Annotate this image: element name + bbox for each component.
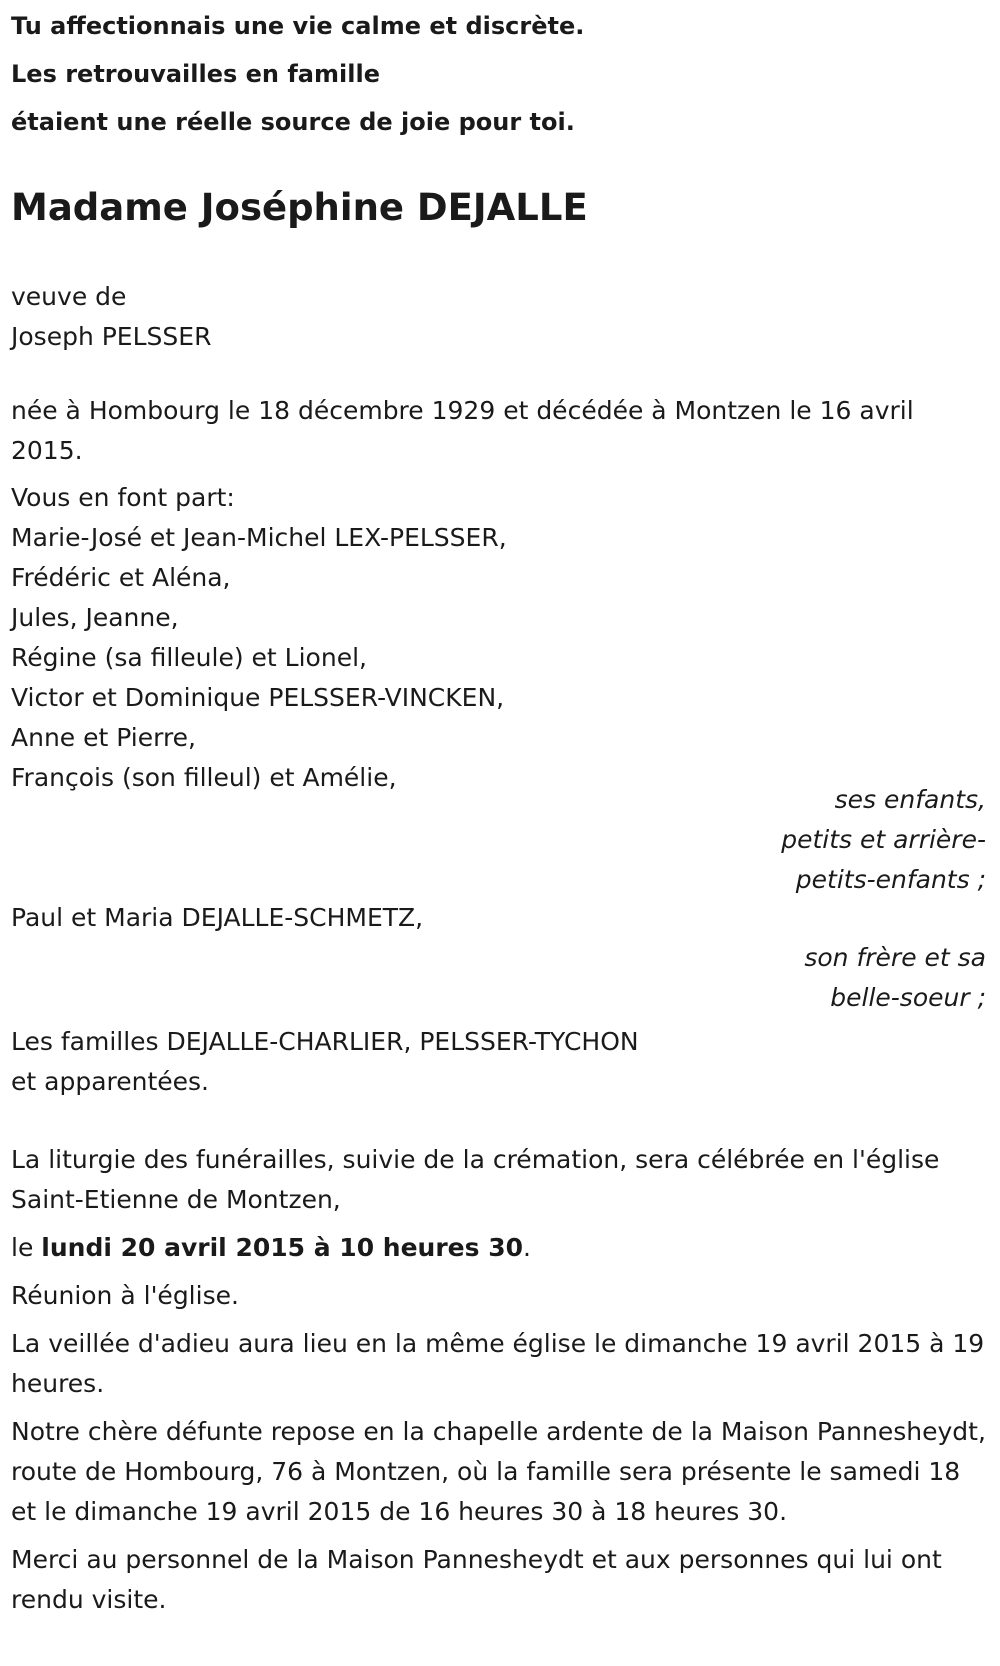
announcer-line: François (son filleul) et Amélie,: [11, 763, 397, 792]
thanks-text: Merci au personnel de la Maison Pannesheydt et aux personnes qui lui ont rendu visite.: [11, 1545, 942, 1614]
children-relation-note: ses enfants, petits et arrière-petits-enfants ;: [781, 785, 986, 894]
announcer-line: Frédéric et Aléna,: [11, 563, 231, 592]
sibling-line: Paul et Maria DEJALLE-SCHMETZ,: [11, 903, 424, 932]
announcer-line: Anne et Pierre,: [11, 723, 196, 752]
date-prefix: le: [11, 1233, 42, 1262]
rest-text: Notre chère défunte repose en la chapelle ardente de la Maison Pannesheydt, route de Hombourg, 76 à Montzen, où la famille sera présente le samedi 18 et le dimanche 19 avril 2015 de 16 heures 30 à 18 heures 30.: [11, 1417, 986, 1526]
widow-of-label: veuve de: [11, 282, 127, 311]
birth-death-text: née à Hombourg le 18 décembre 1929 et décédée à Montzen le 16 avril 2015.: [11, 396, 914, 465]
sibling-relation-note: son frère et sa belle-soeur ;: [804, 943, 986, 1012]
announcer-line: Régine (sa filleule) et Lionel,: [11, 643, 367, 672]
announcers-intro: Vous en font part:: [11, 483, 235, 512]
deceased-name: Madame Joséphine DEJALLE: [11, 186, 588, 229]
obituary-page: [11, 0, 986, 1620]
families-line: Les familles DEJALLE-CHARLIER, PELSSER-TYCHON: [11, 1027, 639, 1056]
quote-line: Les retrouvailles en famille: [11, 60, 380, 88]
widow-block: [11, 277, 986, 357]
date-bold: lundi 20 avril 2015 à 10 heures 30: [41, 1233, 524, 1262]
announcer-line: Marie-José et Jean-Michel LEX-PELSSER,: [11, 523, 507, 552]
quote-line: Tu affectionnais une vie calme et discrète.: [11, 12, 585, 40]
ceremony-date: [11, 1228, 986, 1268]
liturgy-text: La liturgie des funérailles, suivie de la crémation, sera célébrée en l'église Saint-Etienne de Montzen,: [11, 1145, 940, 1214]
families-block: [11, 1022, 986, 1102]
meeting-text: Réunion à l'église.: [11, 1281, 239, 1310]
announcer-line: Victor et Dominique PELSSER-VINCKEN,: [11, 683, 505, 712]
date-suffix: .: [523, 1233, 531, 1262]
spouse-name: Joseph PELSSER: [11, 322, 212, 351]
announcers-block: [11, 478, 986, 798]
families-line: et apparentées.: [11, 1067, 209, 1096]
opening-quote: [11, 0, 986, 146]
quote-line: étaient une réelle source de joie pour toi.: [11, 108, 575, 136]
vigil-text: La veillée d'adieu aura lieu en la même église le dimanche 19 avril 2015 à 19 heures.: [11, 1329, 985, 1398]
announcer-line: Jules, Jeanne,: [11, 603, 179, 632]
